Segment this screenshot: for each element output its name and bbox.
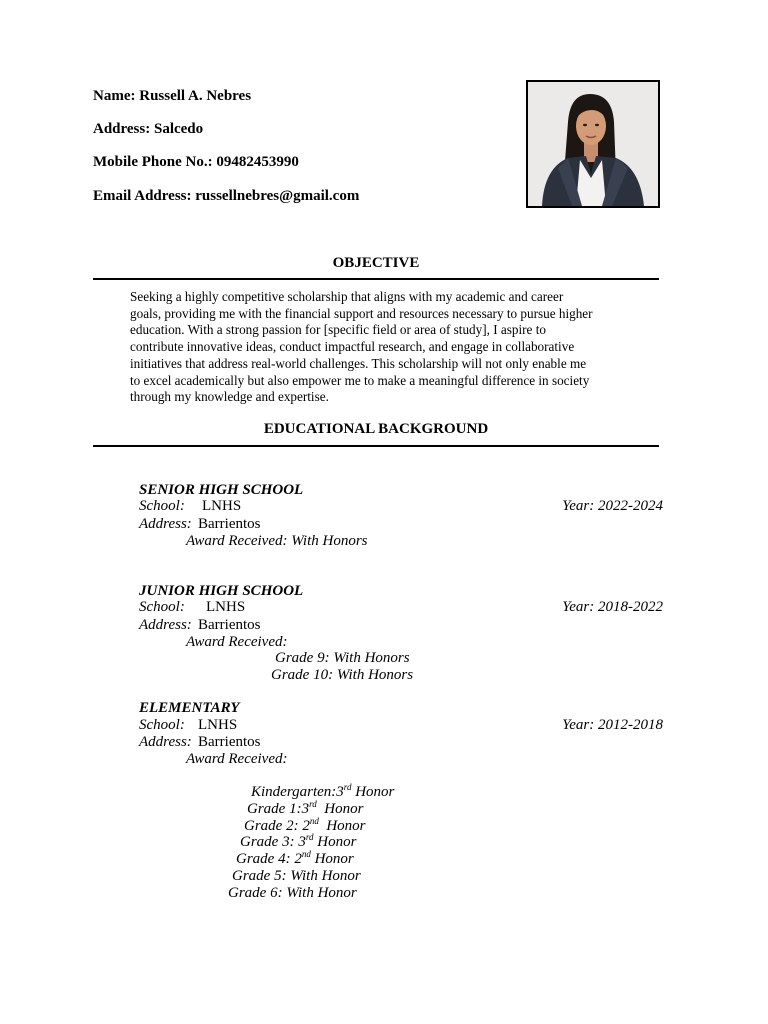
elementary-school-label: School: bbox=[139, 717, 185, 733]
junior-school-value: LNHS bbox=[206, 599, 246, 615]
elementary-address-label: Address: bbox=[139, 734, 192, 750]
objective-paragraph bbox=[130, 289, 630, 406]
elementary-award-item: Grade 4: 2nd Honor bbox=[236, 849, 354, 867]
elementary-award-item: Grade 5: With Honor bbox=[232, 868, 361, 884]
junior-address-label: Address: bbox=[139, 617, 192, 633]
email-line: Email Address: russellnebres@gmail.com bbox=[93, 188, 360, 204]
profile-photo bbox=[526, 80, 660, 208]
elementary-award-item: Grade 2: 2nd Honor bbox=[244, 816, 366, 834]
elementary-award-item: Grade 6: With Honor bbox=[228, 885, 357, 901]
objective-line: Seeking a highly competitive scholarship that aligns with my academic and career bbox=[130, 289, 564, 304]
education-divider bbox=[93, 445, 659, 447]
phone-line: Mobile Phone No.: 09482453990 bbox=[93, 154, 299, 170]
junior-level-heading: JUNIOR HIGH SCHOOL bbox=[139, 583, 304, 599]
objective-divider bbox=[93, 278, 659, 280]
junior-year: Year: 2018-2022 bbox=[562, 599, 663, 615]
education-title: EDUCATIONAL BACKGROUND bbox=[263, 421, 489, 437]
elementary-level-heading: ELEMENTARY bbox=[139, 700, 240, 716]
senior-address-label: Address: bbox=[139, 516, 192, 532]
senior-level-heading: SENIOR HIGH SCHOOL bbox=[139, 482, 304, 498]
senior-address-value: Barrientos bbox=[198, 516, 261, 532]
objective-line: to excel academically but also empower me to make a meaningful difference in society bbox=[130, 372, 590, 388]
elementary-school-value: LNHS bbox=[198, 717, 238, 733]
senior-school-label: School: bbox=[139, 498, 185, 514]
junior-award-item: Grade 9: With Honors bbox=[275, 650, 410, 666]
objective-line: through my knowledge and expertise. bbox=[130, 389, 329, 405]
objective-title: OBJECTIVE bbox=[332, 255, 420, 271]
objective-line: contribute innovative ideas, conduct impactful research, and engage in collaborative bbox=[130, 339, 575, 355]
junior-school-label: School: bbox=[139, 599, 185, 615]
elementary-award-item: Grade 1:3rd Honor bbox=[247, 799, 364, 817]
senior-school-value: LNHS bbox=[202, 498, 242, 514]
objective-line: education. With a strong passion for [specific field or area of study], I aspire to bbox=[130, 322, 546, 338]
elementary-award-label: Award Received: bbox=[186, 751, 288, 767]
junior-award-item: Grade 10: With Honors bbox=[271, 667, 414, 683]
elementary-award-item: Grade 3: 3rd Honor bbox=[240, 832, 357, 850]
junior-award-label: Award Received: bbox=[186, 634, 288, 650]
address-line: Address: Salcedo bbox=[93, 121, 204, 137]
junior-address-value: Barrientos bbox=[198, 617, 261, 633]
profile-photo-image bbox=[528, 82, 658, 206]
elementary-year: Year: 2012-2018 bbox=[562, 717, 663, 733]
objective-line: goals, providing me with the financial support and resources necessary to pursue higher bbox=[130, 305, 593, 321]
senior-year: Year: 2022-2024 bbox=[562, 498, 663, 514]
name-line: Name: Russell A. Nebres bbox=[93, 88, 252, 104]
objective-line: initiatives that address real-world challenges. This scholarship will not only enable me bbox=[130, 355, 587, 371]
elementary-address-value: Barrientos bbox=[198, 734, 261, 750]
elementary-award-item: Kindergarten:3rd Honor bbox=[251, 782, 395, 800]
senior-award: Award Received: With Honors bbox=[186, 533, 368, 549]
